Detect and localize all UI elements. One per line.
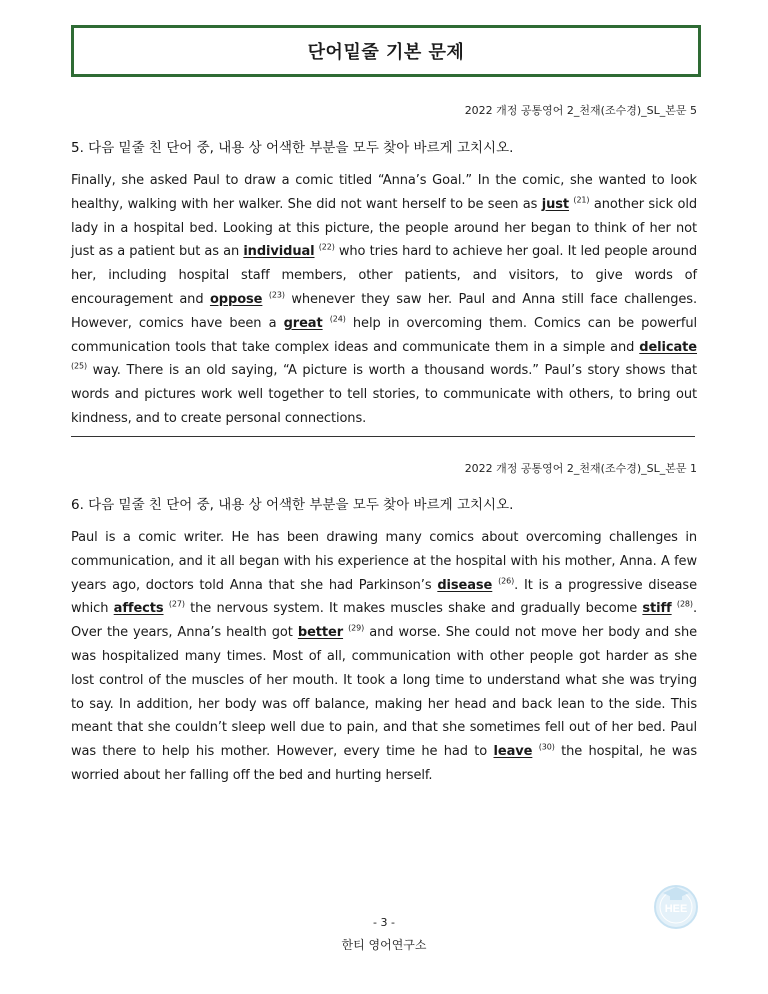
underlined-word: better — [297, 625, 344, 641]
blank-number: (27) — [168, 600, 185, 610]
blank-number: (26) — [498, 576, 515, 586]
section-divider — [71, 436, 695, 437]
passage-text: Finally, she asked Paul to draw a comic titled “Anna’s Goal.” In the comic, she wanted to look healthy, walking with her walker. She did not want herself to be seen as — [71, 173, 697, 212]
passage-text: Paul is a comic writer. He has been drawing many comics about overcoming challenges in communication, and it all began with his experience at the hospital with his mother, Anna. A few years ago, doctors told Anna that she had Parkinson’s — [71, 530, 697, 593]
underlined-word: just — [541, 196, 570, 212]
underlined-word: leave — [493, 744, 533, 760]
underlined-word: oppose — [209, 291, 263, 307]
passage-q6 — [71, 526, 697, 788]
passage-text: way. There is an old saying, “A picture is worth a thousand words.” Paul’s story shows that words and pictures work well together to tell stories, to communicate with others, to bring out kindness, and to create personal connections. — [71, 363, 697, 426]
footer-publisher: 한티 영어연구소 — [341, 938, 427, 952]
blank-number: (29) — [348, 623, 365, 633]
underlined-word: stiff — [642, 601, 672, 617]
underlined-word: disease — [437, 577, 493, 593]
blank-number: (28) — [676, 600, 693, 610]
passage-text: the nervous system. It makes muscles shake and gradually become — [184, 601, 643, 617]
svg-text:HEE: HEE — [664, 903, 688, 915]
blank-number: (22) — [318, 243, 335, 253]
question-6: 6. 다음 밑줄 친 단어 중, 내용 상 어색한 부분을 모두 찾아 바르게 고치시오. — [71, 497, 514, 513]
source-line-q6: 2022 개정 공통영어 2_천재(조수경)_SL_본문 1 — [464, 462, 697, 475]
title-box — [71, 25, 701, 77]
blank-number: (30) — [538, 742, 555, 752]
page-title: 단어밑줄 기본 문제 — [307, 42, 465, 63]
blank-number: (23) — [268, 290, 285, 300]
passage-text: who tries hard to achieve her goal. It led people around her, including hospital staff members, other patients, and visitors, to give words of encouragement and — [71, 244, 697, 307]
question-5: 5. 다음 밑줄 친 단어 중, 내용 상 어색한 부분을 모두 찾아 바르게 고치시오. — [71, 140, 514, 156]
underlined-word: affects — [113, 601, 164, 617]
blank-number: (25) — [71, 362, 88, 372]
underlined-word: individual — [243, 244, 315, 260]
passage-text: help in overcoming them. Comics can be powerful communication tools that take complex ideas and communicate them in a simple and — [71, 315, 697, 355]
passage-text: whenever they saw her. Paul and Anna still face challenges. However, comics have been a — [71, 291, 697, 331]
page-number: - 3 - — [373, 916, 395, 929]
blank-number: (24) — [329, 314, 346, 324]
passage-text: another sick old lady in a hospital bed. Looking at this picture, the people around her began to think of her not just as a patient but as an — [71, 196, 697, 260]
blank-number: (21) — [573, 195, 590, 205]
passage-text: and worse. She could not move her body and she was hospitalized many times. Most of all, communication with other people got harder as she lost control of the muscles of her mouth. It took a long time to understand what she was trying to say. In addition, her body was off balance, making her head and back lean to the side. This meant that she couldn’t sleep well due to pain, and that she sometimes fell out of her bed. Paul was there to help his mother. However, every time he had to — [71, 625, 697, 760]
passage-q5 — [71, 169, 697, 431]
source-line-q5: 2022 개정 공통영어 2_천재(조수경)_SL_본문 5 — [464, 104, 697, 117]
underlined-word: great — [283, 315, 323, 331]
passage-text: . It is a progressive disease which — [71, 577, 697, 617]
passage-text: the hospital, he was worried about her falling off the bed and hurting herself. — [71, 744, 697, 783]
passage-text: . Over the years, Anna’s health got — [71, 601, 697, 641]
underlined-word: delicate — [639, 339, 697, 355]
